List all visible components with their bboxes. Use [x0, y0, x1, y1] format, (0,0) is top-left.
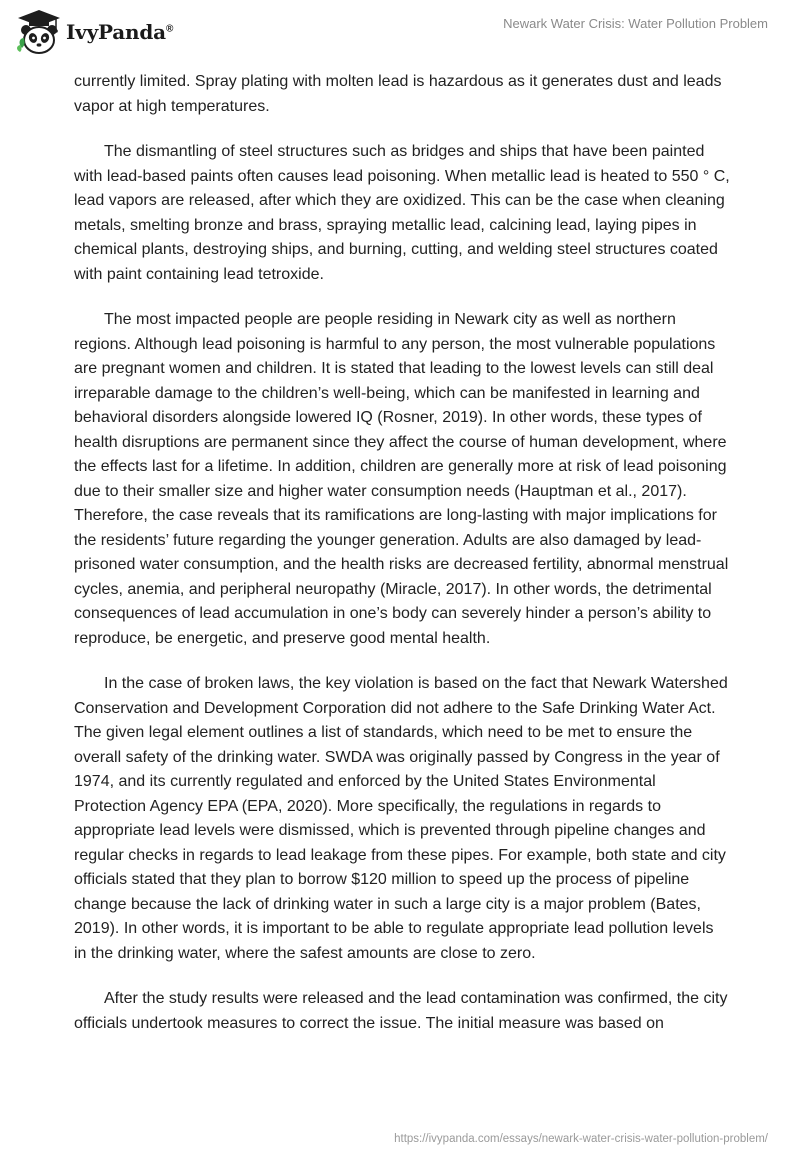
source-url[interactable]: https://ivypanda.com/essays/newark-water-crisis-water-pollution-problem/	[394, 1133, 768, 1145]
paragraph: The most impacted people are people residing in Newark city as well as northern regions. Although lead poisoning is harmful to any person, the most vulnerable populations are pregnant women and children. It is stated that leading to the lowest levels can still deal irreparable damage to the children’s well-being, which can be manifested in learning and behavioral disorders alongside lowered IQ (Rosner, 2019). In other words, these types of health disruptions are permanent since they affect the course of human development, where the effects last for a lifetime. In addition, children are generally more at risk of lead poisoning due to their smaller size and higher water consumption needs (Hauptman et al., 2017). Therefore, the case reveals that its ramifications are long-lasting with major implications for the residents’ future regarding the younger generation. Adults are also damaged by lead-prisoned water consumption, and the health risks are decreased fertility, abnormal menstrual cycles, anemia, and peripheral neuropathy (Miracle, 2017). In other words, the detrimental consequences of lead accumulation in one’s body can severely hinder a person’s ability to reproduce, be energetic, and preserve good mental health.	[74, 311, 729, 647]
paragraph: currently limited. Spray plating with molten lead is hazardous as it generates dust and leads vapor at high temperatures.	[74, 73, 722, 115]
page-header	[0, 0, 800, 72]
paragraph: After the study results were released and the lead contamination was confirmed, the city officials undertook measures to correct the issue. The initial measure was based on	[74, 990, 728, 1032]
paragraph: In the case of broken laws, the key violation is based on the fact that Newark Watershed Conservation and Development Corporation did not adhere to the Safe Drinking Water Act. The given legal element outlines a list of standards, which need to be met to ensure the overall safety of the drinking water. SWDA was originally passed by Congress in the year of 1974, and its currently regulated and enforced by the United States Environmental Protection Agency EPA (EPA, 2020). More specifically, the regulations in regards to appropriate lead levels were dismissed, which is prevented through pipeline changes and regular checks in regards to lead leakage from these pipes. For example, both state and city officials stated that they plan to borrow $120 million to speed up the process of pipeline change because the lack of drinking water in such a large city is a major problem (Bates, 2019). In other words, it is important to be able to regulate appropriate lead pollution levels in the drinking water, where the safest amounts are close to zero.	[74, 675, 728, 962]
paragraph: The dismantling of steel structures such as bridges and ships that have been painted with lead-based paints often causes lead poisoning. When metallic lead is heated to 550 ° C, lead vapors are released, after which they are oxidized. This can be the case when cleaning metals, smelting bronze and brass, spraying metallic lead, calcining lead, laying pipes in chemical plants, destroying ships, and burning, cutting, and welding steel structures coated with paint containing lead tetroxide.	[74, 143, 730, 283]
document-title: Newark Water Crisis: Water Pollution Problem	[503, 16, 768, 31]
panda-graduate-icon	[16, 8, 62, 56]
essay-body	[74, 70, 730, 1057]
ivypanda-logo[interactable]	[16, 8, 173, 56]
brand-name: IvyPanda®	[66, 20, 174, 44]
